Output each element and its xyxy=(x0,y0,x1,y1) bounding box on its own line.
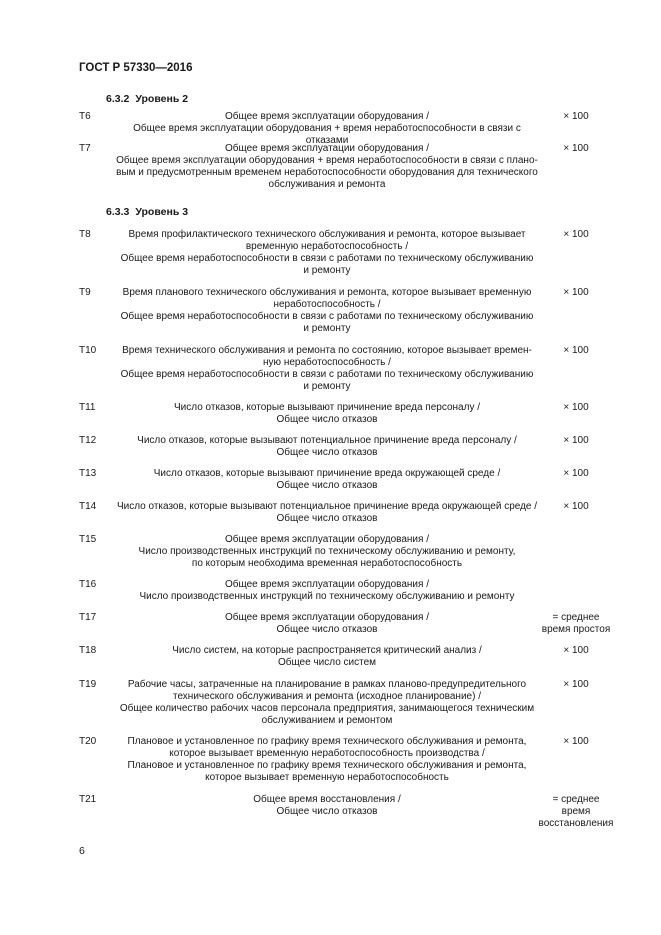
indicator-code: T14 xyxy=(79,501,97,512)
indicator-formula: Число отказов, которые вызывают потенциальное причинение вреда окружающей среде / Общее число отказов xyxy=(116,501,538,524)
section-number: 6.3.2 xyxy=(106,93,130,105)
indicator-formula: Общее время эксплуатации оборудования / Общее число отказов xyxy=(224,612,429,635)
indicator-formula: Плановое и установленное по графику время технического обслуживания и ремонта, которое вызывает временную неработоспособность производства / Плановое и установленное по графику время технического обслуживания и ремонта, которое вызывает временную неработоспособность xyxy=(127,736,527,783)
indicator-factor: × 100 xyxy=(563,645,589,656)
indicator-formula: Общее время эксплуатации оборудования / Общее время эксплуатации оборудования + время неработоспособности в связи с отказами xyxy=(133,111,521,146)
indicator-code: T10 xyxy=(79,345,97,356)
indicator-factor: × 100 xyxy=(563,468,589,479)
indicator-formula: Время технического обслуживания и ремонта по состоянию, которое вызывает времен- ную неработоспособность / Общее время неработоспособности в связи с работами по техническому обслуживанию и ремонту xyxy=(120,345,534,392)
section-title: Уровень 3 xyxy=(135,206,189,218)
indicator-formula: Время профилактического технического обслуживания и ремонта, которое вызывает временную неработоспособность / Общее время неработоспособности в связи с работами по техническому обслуживанию и ремонту xyxy=(120,229,534,276)
section-heading-level-2 xyxy=(106,93,188,106)
indicator-factor: = среднее время простоя xyxy=(541,612,611,635)
indicator-code: T20 xyxy=(79,736,97,747)
indicator-factor: × 100 xyxy=(563,287,589,298)
indicator-code: T12 xyxy=(79,435,97,446)
indicator-code: T8 xyxy=(79,229,91,240)
page-number: 6 xyxy=(79,845,85,857)
indicator-factor: × 100 xyxy=(563,435,589,446)
indicator-code: T16 xyxy=(79,579,97,590)
indicator-factor: × 100 xyxy=(563,501,589,512)
indicator-factor: × 100 xyxy=(563,736,589,747)
indicator-formula: Общее время эксплуатации оборудования / Число производственных инструкций по техническому обслуживанию и ремонту xyxy=(139,579,515,602)
indicator-factor: × 100 xyxy=(563,402,589,413)
indicator-code: T9 xyxy=(79,287,91,298)
indicator-factor: × 100 xyxy=(563,345,589,356)
indicator-factor: = среднее время восстановления xyxy=(538,794,614,829)
indicator-code: T19 xyxy=(79,679,97,690)
indicator-code: T15 xyxy=(79,534,97,545)
indicator-code: T21 xyxy=(79,794,97,805)
indicator-code: T18 xyxy=(79,645,97,656)
indicator-factor: × 100 xyxy=(563,143,589,154)
indicator-formula: Рабочие часы, затраченные на планирование в рамках планово-предупредительного технического обслуживания и ремонта (исходное планирование) / Общее количество рабочих часов персонала предприятия, занимающегося техническим обслуживанием и ремонтом xyxy=(119,679,535,726)
indicator-formula: Общее время эксплуатации оборудования / Общее время эксплуатации оборудования + время неработоспособности в связи с плано- вым и предусмотренным временем неработоспособности оборудования для технического обслуживания и ремонта xyxy=(116,143,538,190)
indicator-code: T17 xyxy=(79,612,97,623)
indicator-formula: Общее время восстановления / Общее число отказов xyxy=(253,794,401,817)
indicator-formula: Число систем, на которые распространяется критический анализ / Общее число систем xyxy=(172,645,482,668)
indicator-code: T13 xyxy=(79,468,97,479)
section-title: Уровень 2 xyxy=(135,93,189,105)
section-heading-level-3 xyxy=(106,206,188,219)
indicator-factor: × 100 xyxy=(563,229,589,240)
indicator-formula: Число отказов, которые вызывают причинение вреда окружающей среде / Общее число отказов xyxy=(153,468,501,491)
indicator-code: T6 xyxy=(79,111,91,122)
indicator-formula: Число отказов, которые вызывают потенциальное причинение вреда персоналу / Общее число отказов xyxy=(137,435,517,458)
indicator-code: T7 xyxy=(79,143,91,154)
indicator-formula: Общее время эксплуатации оборудования / Число производственных инструкций по техническому обслуживанию и ремонту, по которым необходима временная неработоспособность xyxy=(138,534,516,569)
indicator-formula: Время планового технического обслуживания и ремонта, которое вызывает временную неработоспособность / Общее время неработоспособности в связи с работами по техническому обслуживанию и ремонту xyxy=(120,287,534,334)
indicator-formula: Число отказов, которые вызывают причинение вреда персоналу / Общее число отказов xyxy=(174,402,480,425)
indicator-factor: × 100 xyxy=(563,679,589,690)
indicator-factor: × 100 xyxy=(563,111,589,122)
section-number: 6.3.3 xyxy=(106,206,130,218)
indicator-code: T11 xyxy=(79,402,96,413)
document-header: ГОСТ Р 57330—2016 xyxy=(79,62,193,74)
